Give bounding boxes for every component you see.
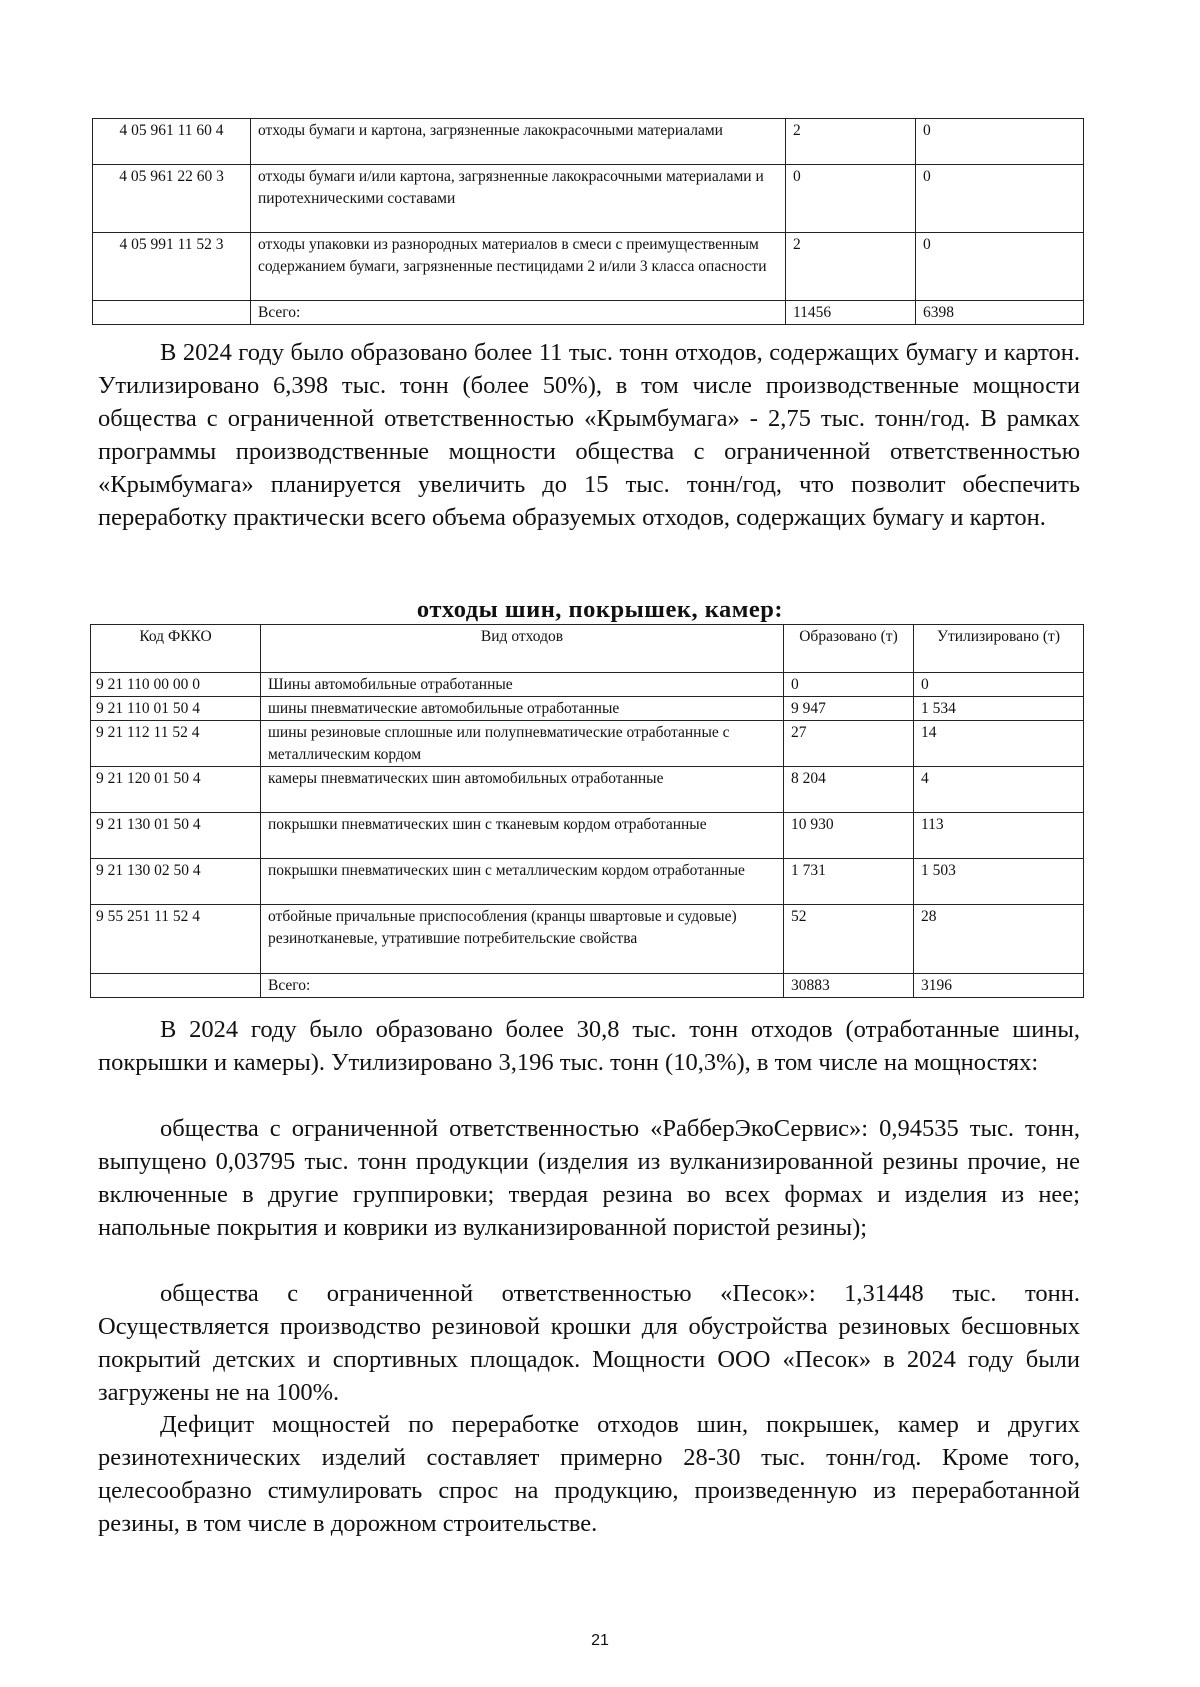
waste-type: отходы упаковки из разнородных материалов в смеси с преимущественным содержанием бумаги, загрязненные пестицидами 2 и/или 3 класса опасности [251, 233, 786, 301]
table-row [93, 165, 1084, 233]
utilized-value: 113 [914, 813, 1084, 859]
utilized-value: 4 [914, 767, 1084, 813]
total-utilized: 6398 [916, 301, 1084, 325]
total-formed: 30883 [784, 974, 914, 998]
waste-type: покрышки пневматических шин с металлическим кордом отработанные [261, 859, 784, 905]
formed-value: 2 [786, 233, 916, 301]
tire-summary-paragraph: В 2024 году было образовано более 30,8 тыс. тонн отходов (отработанные шины, покрышки и камеры). Утилизировано 3,196 тыс. тонн (10,3%), в том числе на мощностях: [98, 1016, 1080, 1076]
total-label: Всего: [261, 974, 784, 998]
total-label: Всего: [251, 301, 786, 325]
fkko-code: 4 05 991 11 52 3 [93, 233, 251, 301]
utilized-value: 14 [914, 721, 1084, 767]
table-row [91, 767, 1084, 813]
waste-type: отходы бумаги и картона, загрязненные лакокрасочными материалами [251, 119, 786, 165]
waste-type: шины пневматические автомобильные отработанные [261, 697, 784, 721]
utilized-value: 0 [914, 673, 1084, 697]
header-formed: Образовано (т) [784, 625, 914, 673]
section-title: отходы шин, покрышек, камер: [416, 596, 784, 623]
table-row [93, 233, 1084, 301]
rubberecoservice-paragraph: общества с ограниченной ответственностью «РабберЭкоСервис»: 0,94535 тыс. тонн, выпущено 0,03795 тыс. тонн продукции (изделия из вулканизированной резины прочие, не включенные в другие группировки; твердая резина во всех формах и изделия из нее; напольные покрытия и коврики из вулканизированной пористой резины); [98, 1115, 1080, 1241]
table-row [91, 673, 1084, 697]
table-row [91, 859, 1084, 905]
waste-type: камеры пневматических шин автомобильных отработанные [261, 767, 784, 813]
total-row [93, 301, 1084, 325]
formed-value: 1 731 [784, 859, 914, 905]
fkko-code: 9 21 110 00 00 0 [91, 673, 261, 697]
table-row [91, 697, 1084, 721]
waste-type: шины резиновые сплошные или полупневматические отработанные с металлическим кордом [261, 721, 784, 767]
fkko-code: 9 21 112 11 52 4 [91, 721, 261, 767]
fkko-code: 9 21 110 01 50 4 [91, 697, 261, 721]
fkko-code: 4 05 961 11 60 4 [93, 119, 251, 165]
formed-value: 2 [786, 119, 916, 165]
waste-type: отбойные причальные приспособления (кранцы швартовые и судовые) резинотканевые, утратившие потребительские свойства [261, 905, 784, 974]
page-number: 21 [591, 1632, 609, 1649]
utilized-value: 0 [916, 165, 1084, 233]
header-utilized: Утилизировано (т) [914, 625, 1084, 673]
table-row [93, 119, 1084, 165]
waste-type: покрышки пневматических шин с тканевым кордом отработанные [261, 813, 784, 859]
table-row [91, 721, 1084, 767]
waste-type: отходы бумаги и/или картона, загрязненные лакокрасочными материалами и пиротехническими составами [251, 165, 786, 233]
utilized-value: 0 [916, 119, 1084, 165]
total-formed: 11456 [786, 301, 916, 325]
formed-value: 0 [784, 673, 914, 697]
table-row [91, 813, 1084, 859]
header-waste-type: Вид отходов [261, 625, 784, 673]
total-utilized: 3196 [914, 974, 1084, 998]
empty-cell [93, 301, 251, 325]
paper-waste-table [92, 118, 1084, 325]
fkko-code: 9 55 251 11 52 4 [91, 905, 261, 974]
deficit-paragraph: Дефицит мощностей по переработке отходов шин, покрышек, камер и других резинотехнических изделий составляет примерно 28-30 тыс. тонн/год. Кроме того, целесообразно стимулировать спрос на продукцию, произведенную из переработанной резины, в том числе в дорожном строительстве. [98, 1411, 1080, 1537]
formed-value: 0 [786, 165, 916, 233]
waste-type: Шины автомобильные отработанные [261, 673, 784, 697]
formed-value: 27 [784, 721, 914, 767]
empty-cell [91, 974, 261, 998]
fkko-code: 4 05 961 22 60 3 [93, 165, 251, 233]
formed-value: 52 [784, 905, 914, 974]
formed-value: 9 947 [784, 697, 914, 721]
utilized-value: 28 [914, 905, 1084, 974]
table-row [91, 905, 1084, 974]
paper-summary-paragraph: В 2024 году было образовано более 11 тыс. тонн отходов, содержащих бумагу и картон. Утилизировано 6,398 тыс. тонн (более 50%), в том числе производственные мощности общества с ограниченной ответственностью «Крымбумага» - 2,75 тыс. тонн/год. В рамках программы производственные мощности общества с ограниченной ответственностью «Крымбумага» планируется увеличить до 15 тыс. тонн/год, что позволит обеспечить переработку практически всего объема образуемых отходов, содержащих бумагу и картон. [98, 339, 1080, 531]
fkko-code: 9 21 120 01 50 4 [91, 767, 261, 813]
table-header-row [91, 625, 1084, 673]
utilized-value: 1 503 [914, 859, 1084, 905]
header-code: Код ФККО [91, 625, 261, 673]
formed-value: 8 204 [784, 767, 914, 813]
tire-waste-table [90, 624, 1084, 998]
formed-value: 10 930 [784, 813, 914, 859]
utilized-value: 0 [916, 233, 1084, 301]
fkko-code: 9 21 130 01 50 4 [91, 813, 261, 859]
pesok-paragraph: общества с ограниченной ответственностью «Песок»: 1,31448 тыс. тонн. Осуществляется производство резиновой крошки для обустройства резиновых бесшовных покрытий детских и спортивных площадок. Мощности ООО «Песок» в 2024 году были загружены не на 100%. [98, 1280, 1080, 1406]
fkko-code: 9 21 130 02 50 4 [91, 859, 261, 905]
total-row [91, 974, 1084, 998]
utilized-value: 1 534 [914, 697, 1084, 721]
